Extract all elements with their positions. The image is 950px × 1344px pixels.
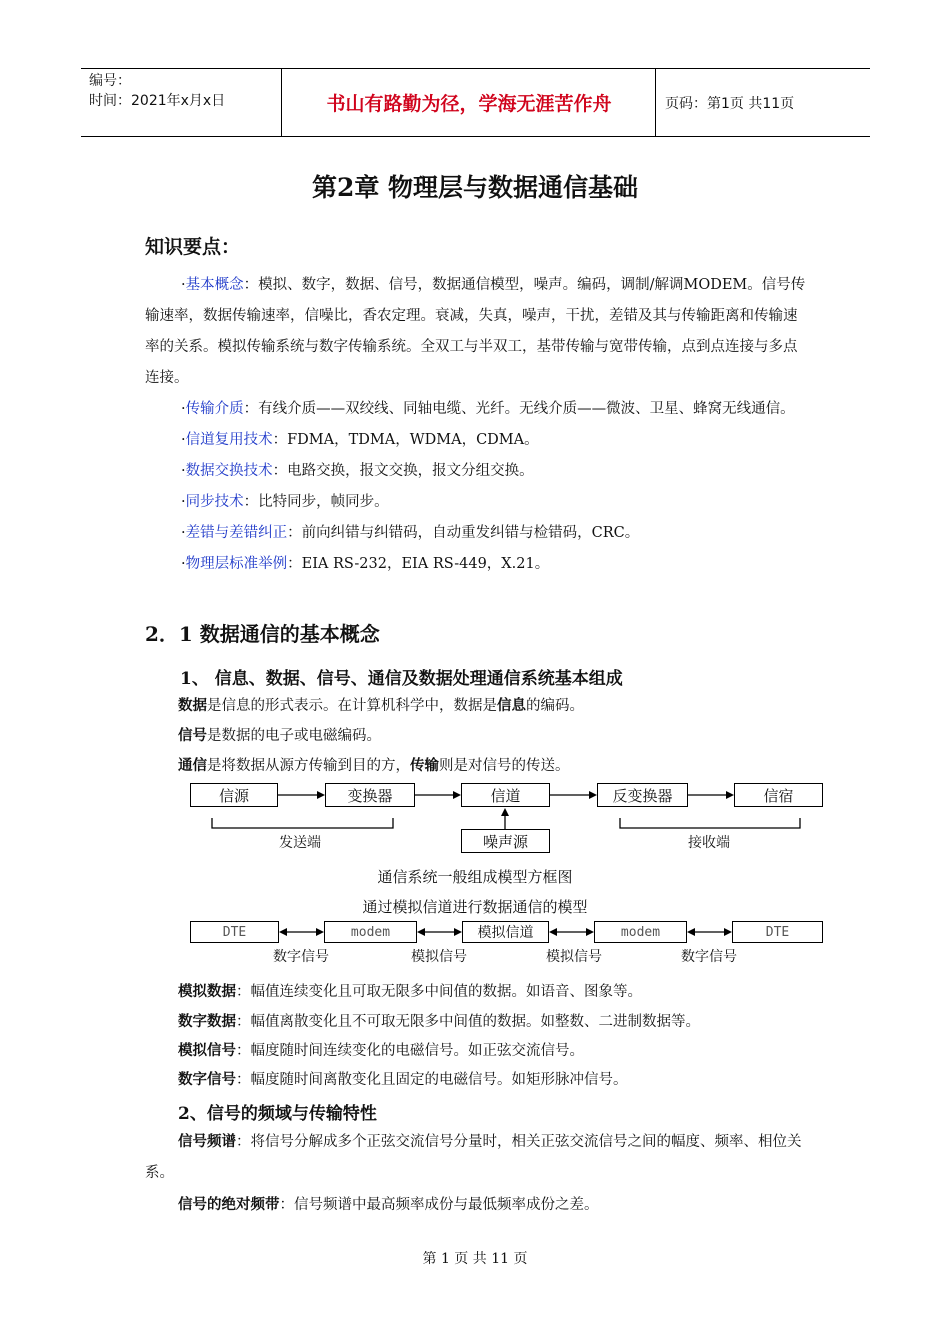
key-point-text: ：电路交换，报文交换，报文分组交换。	[272, 463, 534, 479]
key-point-item: ·同步技术：比特同步，帧同步。	[181, 494, 389, 510]
key-point-item: ·基本概念：模拟、数字，数据、信号，数据通信模型，噪声。编码，调制/解调MODEM。信号传输速率，数据传输速率，信噪比，香农定理。衰减，失真，噪声，干扰，差错及其与传输距离和传输速率的关系。模拟传输系统与数字传输系统。全双工与半双工，基带传输与宽带传输，点到点连接与多点连接。	[145, 277, 806, 386]
key-point-term: 数据交换技术	[185, 463, 273, 479]
key-point-text: ：有线介质——双绞线、同轴电缆、光纤。无线介质——微波、卫星、蜂窝无线通信。	[243, 401, 795, 417]
def-term: 传输	[410, 757, 439, 774]
chapter-title: 第2章 物理层与数据通信基础	[311, 173, 639, 202]
def-term: 模拟数据	[178, 983, 236, 1000]
section-title: 2．1 数据通信的基本概念	[145, 622, 380, 646]
definition-line	[178, 982, 642, 1002]
modem-box: modem	[324, 921, 417, 943]
receiver-box: 反变换器	[597, 783, 688, 807]
page-info: 页码：第1页 共11页	[665, 95, 795, 112]
key-point-term: 基本概念	[185, 277, 244, 293]
arrowhead	[501, 808, 509, 816]
def-text: ：信号频谱中最高频率成份与最低频率成份之差。	[279, 1197, 599, 1213]
arrowhead	[726, 791, 734, 799]
def-text: 则是对信号的传送。	[439, 758, 570, 774]
subsection-title: 1、 信息、数据、信号、通信及数据处理通信系统基本组成	[180, 669, 623, 689]
source-box: 信源	[190, 783, 278, 807]
recv-bracket	[620, 818, 800, 828]
channel-box: 信道	[461, 783, 550, 807]
send-bracket	[212, 818, 393, 828]
key-point-term: 同步技术	[185, 494, 244, 510]
def-term: 信息	[497, 697, 526, 714]
key-point-item: ·传输介质：有线介质——双绞线、同轴电缆、光纤。无线介质——微波、卫星、蜂窝无线通信。	[181, 401, 795, 417]
def-text: ：将信号分解成多个正弦交流信号分量时，相关正弦交流信号之间的幅度、频率、相位关系。	[145, 1134, 802, 1181]
subsection-title: 2、信号的频域与传输特性	[178, 1104, 377, 1124]
arrowhead	[417, 928, 425, 936]
destination-box: 信宿	[734, 783, 823, 807]
definition-line	[178, 1012, 700, 1032]
def-text: 是信息的形式表示。在计算机科学中，数据是	[207, 698, 497, 714]
def-text: 是将数据从源方传输到目的方，	[207, 758, 410, 774]
dte-box: DTE	[190, 921, 279, 943]
def-term: 信号频谱	[178, 1133, 236, 1150]
dte-box: DTE	[732, 921, 823, 943]
arrowhead	[586, 928, 594, 936]
def-text: ：幅度随时间离散变化且固定的电磁信号。如矩形脉冲信号。	[236, 1072, 628, 1088]
key-points-heading: 知识要点：	[145, 236, 241, 258]
key-point-text: ：EIA RS-232，EIA RS-449，X.21。	[287, 556, 550, 572]
def-text: 的编码。	[526, 698, 584, 714]
signal-label: 数字信号	[681, 949, 737, 965]
page-footer-text: 第 1 页 共 11 页	[422, 1251, 528, 1267]
def-term: 信号的绝对频带	[178, 1196, 280, 1213]
def-term: 信号	[178, 727, 207, 744]
key-point-text: ：前向纠错与纠错码，自动重发纠错与检错码，CRC。	[287, 525, 640, 541]
definition-line	[178, 1070, 628, 1090]
def-text: ：幅度随时间连续变化的电磁信号。如正弦交流信号。	[236, 1043, 584, 1059]
noise-source-box: 噪声源	[461, 829, 550, 853]
arrowhead	[589, 791, 597, 799]
def-term: 数字信号	[178, 1071, 236, 1088]
key-point-term: 传输介质	[185, 401, 244, 417]
def-term: 数据	[178, 697, 207, 714]
definition-line	[178, 1041, 584, 1061]
key-point-text: ：FDMA，TDMA，WDMA，CDMA。	[272, 432, 539, 448]
header-motto: 书山有路勤为径，学海无涯苦作舟	[326, 93, 612, 115]
key-point-item: ·数据交换技术：电路交换，报文交换，报文分组交换。	[181, 463, 534, 479]
arrowhead	[687, 928, 695, 936]
analog-channel-box: 模拟信道	[462, 921, 549, 943]
send-label: 发送端	[279, 835, 321, 851]
number-label: 编号：	[89, 73, 131, 89]
key-point-item: ·物理层标准举例：EIA RS-232，EIA RS-449，X.21。	[181, 556, 550, 572]
key-point-term: 差错与差错纠正	[185, 525, 288, 541]
arrowhead	[454, 928, 462, 936]
diagram-caption: 通信系统一般组成模型方框图	[377, 868, 573, 886]
modem-box: modem	[594, 921, 687, 943]
def-term: 数字数据	[178, 1013, 236, 1030]
transmitter-box: 变换器	[325, 783, 415, 807]
key-point-text: ：比特同步，帧同步。	[243, 494, 389, 510]
recv-label: 接收端	[688, 835, 730, 851]
key-point-term: 物理层标准举例	[185, 556, 288, 572]
definition-paragraph	[145, 1126, 810, 1221]
key-point-text: ：模拟、数字，数据、信号，数据通信模型，噪声。编码，调制/解调MODEM。信号传输速率，数据传输速率，信噪比，香农定理。衰减，失真，噪声，干扰，差错及其与传输距离和传输速率的关系。模拟传输系统与数字传输系统。全双工与半双工，基带传输与宽带传输，点到点连接与多点连接。	[145, 277, 806, 386]
def-text: ：幅值连续变化且可取无限多中间值的数据。如语音、图象等。	[236, 984, 642, 1000]
def-text: 是数据的电子或电磁编码。	[207, 728, 381, 744]
key-point-term: 信道复用技术	[185, 432, 273, 448]
def-term: 模拟信号	[178, 1042, 236, 1059]
arrowhead	[724, 928, 732, 936]
arrowhead	[316, 928, 324, 936]
key-point-item: ·信道复用技术：FDMA，TDMA，WDMA，CDMA。	[181, 432, 539, 448]
def-text: ：幅值离散变化且不可取无限多中间值的数据。如整数、二进制数据等。	[236, 1014, 700, 1030]
diagram-caption: 通过模拟信道进行数据通信的模型	[362, 898, 588, 916]
time-label: 时间：2021年x月x日	[89, 93, 226, 109]
key-point-item: ·差错与差错纠正：前向纠错与纠错码，自动重发纠错与检错码，CRC。	[181, 525, 640, 541]
arrowhead	[317, 791, 325, 799]
arrowhead	[453, 791, 461, 799]
arrowhead	[549, 928, 557, 936]
arrowhead	[279, 928, 287, 936]
signal-label: 数字信号	[273, 949, 329, 965]
def-term: 通信	[178, 757, 207, 774]
signal-label: 模拟信号	[546, 949, 602, 965]
signal-label: 模拟信号	[411, 949, 467, 965]
